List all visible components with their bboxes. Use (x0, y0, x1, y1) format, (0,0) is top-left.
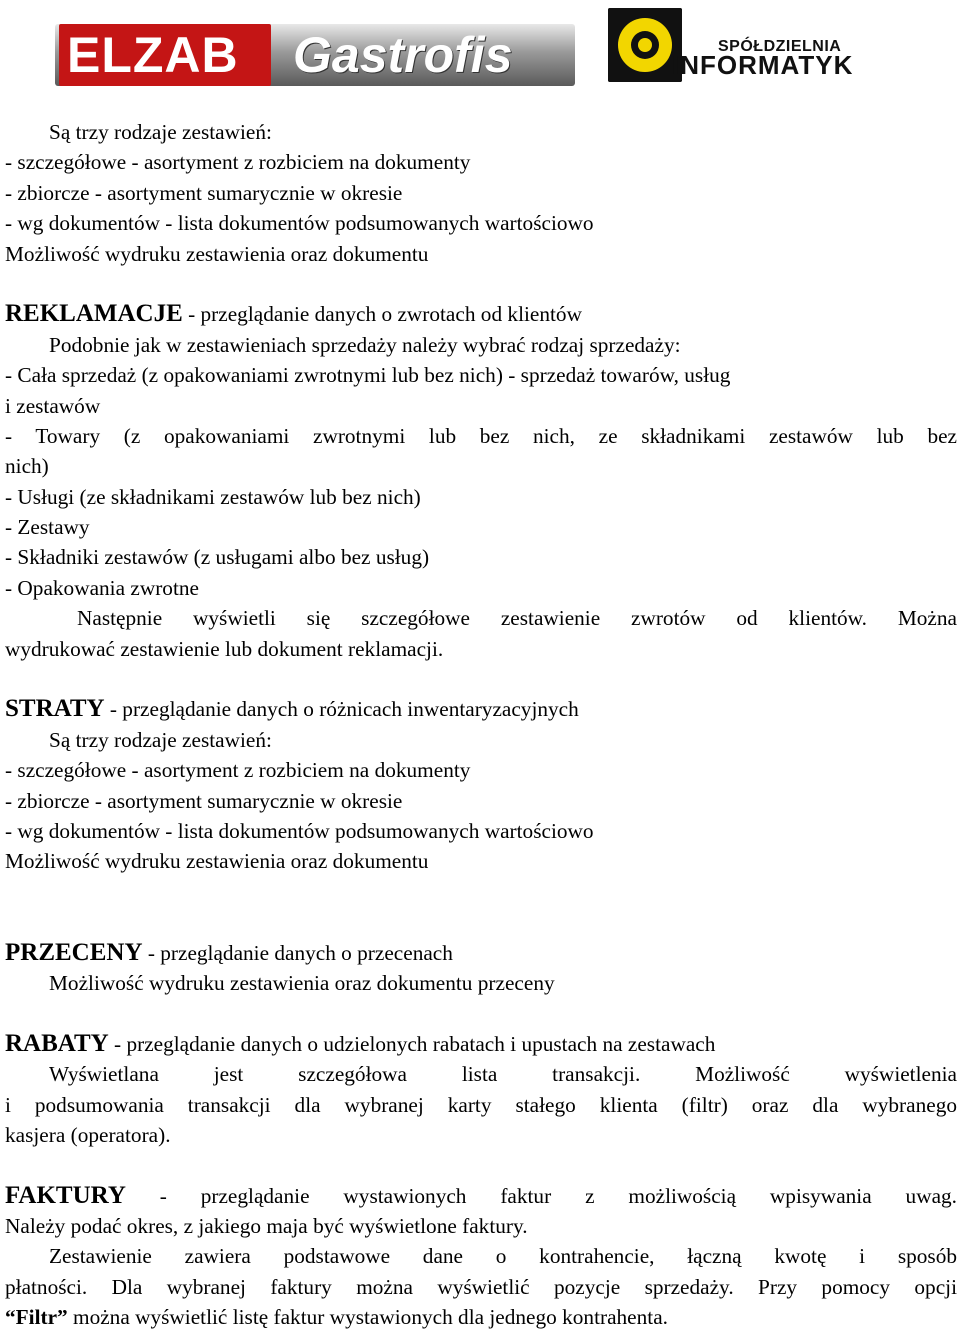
reklamacje-line: - Zestawy (5, 515, 90, 540)
spacer (5, 877, 957, 938)
przeceny-line: Możliwość wydruku zestawienia oraz dokumentu przeceny (49, 970, 555, 995)
section-heading-rabaty (5, 1029, 957, 1059)
reklamacje-line: i zestawów (5, 393, 101, 418)
elzab-gastrofis-logo (55, 24, 575, 86)
intro-line: - wg dokumentów - lista dokumentów podsumowanych wartościowo (5, 211, 594, 236)
straty-line: Możliwość wydruku zestawienia oraz dokumentu (5, 849, 429, 874)
intro-line: - szczegółowe - asortyment z rozbiciem na dokumenty (5, 150, 471, 175)
intro-line: - zbiorcze - asortyment sumarycznie w okresie (5, 180, 403, 205)
spacer (5, 269, 957, 299)
filtr-option-label: “Filtr” (5, 1305, 68, 1330)
reklamacje-line: - Cała sprzedaż (z opakowaniami zwrotnymi lub bez nich) - sprzedaż towarów, usług (5, 363, 731, 388)
straty-title: STRATY (5, 695, 105, 723)
reklamacje-line: - Towary (z opakowaniami zwrotnymi lub bez nich, ze składnikami zestawów lub bez (5, 423, 957, 448)
reklamacje-line: - Opakowania zwrotne (5, 575, 199, 600)
spacer (5, 664, 957, 694)
reklamacje-line: Następnie wyświetli się szczegółowe zestawienie zwrotów od klientów. Można (77, 606, 957, 631)
reklamacje-line: nich) (5, 454, 49, 479)
rabaty-line: kasjera (operatora). (5, 1122, 171, 1147)
faktury-line: płatności. Dla wybranej faktury można wyświetlić pozycje sprzedaży. Przy pomocy opcji (5, 1274, 957, 1299)
straty-line: - wg dokumentów - lista dokumentów podsumowanych wartościowo (5, 818, 594, 843)
faktury-title: FAKTURY (5, 1181, 126, 1209)
gastrofis-logo-text: Gastrofis (293, 27, 513, 83)
reklamacje-line: - Usługi (ze składnikami zestawów lub bez nich) (5, 484, 421, 509)
straty-line: Są trzy rodzaje zestawień: (49, 727, 272, 752)
rabaty-title-rest: - przeglądanie danych o udzielonych rabatach i upustach na zestawach (108, 1031, 716, 1056)
spacer (5, 998, 957, 1028)
reklamacje-line: - Składniki zestawów (z usługami albo bez usług) (5, 545, 430, 570)
rabaty-line: i podsumowania transakcji dla wybranej karty stałego klienta (filtr) oraz dla wybranego (5, 1092, 957, 1117)
intro-line: Możliwość wydruku zestawienia oraz dokumentu (5, 241, 429, 266)
intro-line: Są trzy rodzaje zestawień: (49, 120, 272, 144)
faktury-line: Należy podać okres, z jakiego maja być wyświetlone faktury. (5, 1214, 528, 1239)
straty-line: - szczegółowe - asortyment z rozbiciem na dokumenty (5, 758, 471, 783)
faktury-line (5, 1302, 957, 1332)
faktury-line-rest: można wyświetlić listę faktur wystawionych dla jednego kontrahenta. (67, 1305, 668, 1330)
section-heading-przeceny (5, 938, 957, 968)
section-heading-straty (5, 694, 957, 724)
section-heading-reklamacje (5, 299, 957, 329)
rabaty-title: RABATY (5, 1029, 109, 1057)
reklamacje-title-rest: - przeglądanie danych o zwrotach od klientów (182, 302, 582, 327)
section-heading-faktury (5, 1181, 957, 1211)
faktury-line: Zestawienie zawiera podstawowe dane o kontrahencie, łączną kwotę i sposób (49, 1244, 957, 1269)
informatyk-text: INFORMATYK (672, 50, 854, 80)
reklamacje-line: wydrukować zestawienie lub dokument reklamacji. (5, 636, 444, 661)
spoldzielnia-text: SPÓŁDZIELNIA (718, 38, 842, 55)
faktury-title-rest: - przeglądanie wystawionych faktur z możliwością wpisywania uwag. (125, 1183, 957, 1208)
straty-title-rest: - przeglądanie danych o różnicach inwentaryzacyjnych (104, 697, 579, 722)
rabaty-line: Wyświetlana jest szczegółowa lista transakcji. Możliwość wyświetlenia (49, 1062, 957, 1087)
elzab-logo-text: ELZAB (67, 27, 239, 83)
spacer (5, 1150, 957, 1180)
gastrofis-logo-block (275, 24, 575, 86)
przeceny-title-rest: - przeglądanie danych o przecenach (142, 940, 453, 965)
reklamacje-title: REKLAMACJE (5, 300, 183, 328)
straty-line: - zbiorcze - asortyment sumarycznie w okresie (5, 788, 403, 813)
header-logos (0, 0, 960, 100)
przeceny-title: PRZECENY (5, 938, 143, 966)
document-body (5, 117, 957, 1333)
elzab-logo-block (59, 24, 271, 86)
informatyk-logo (608, 8, 898, 82)
informatyk-mark-icon (608, 8, 682, 82)
reklamacje-line: Podobnie jak w zestawieniach sprzedaży należy wybrać rodzaj sprzedaży: (49, 332, 681, 357)
